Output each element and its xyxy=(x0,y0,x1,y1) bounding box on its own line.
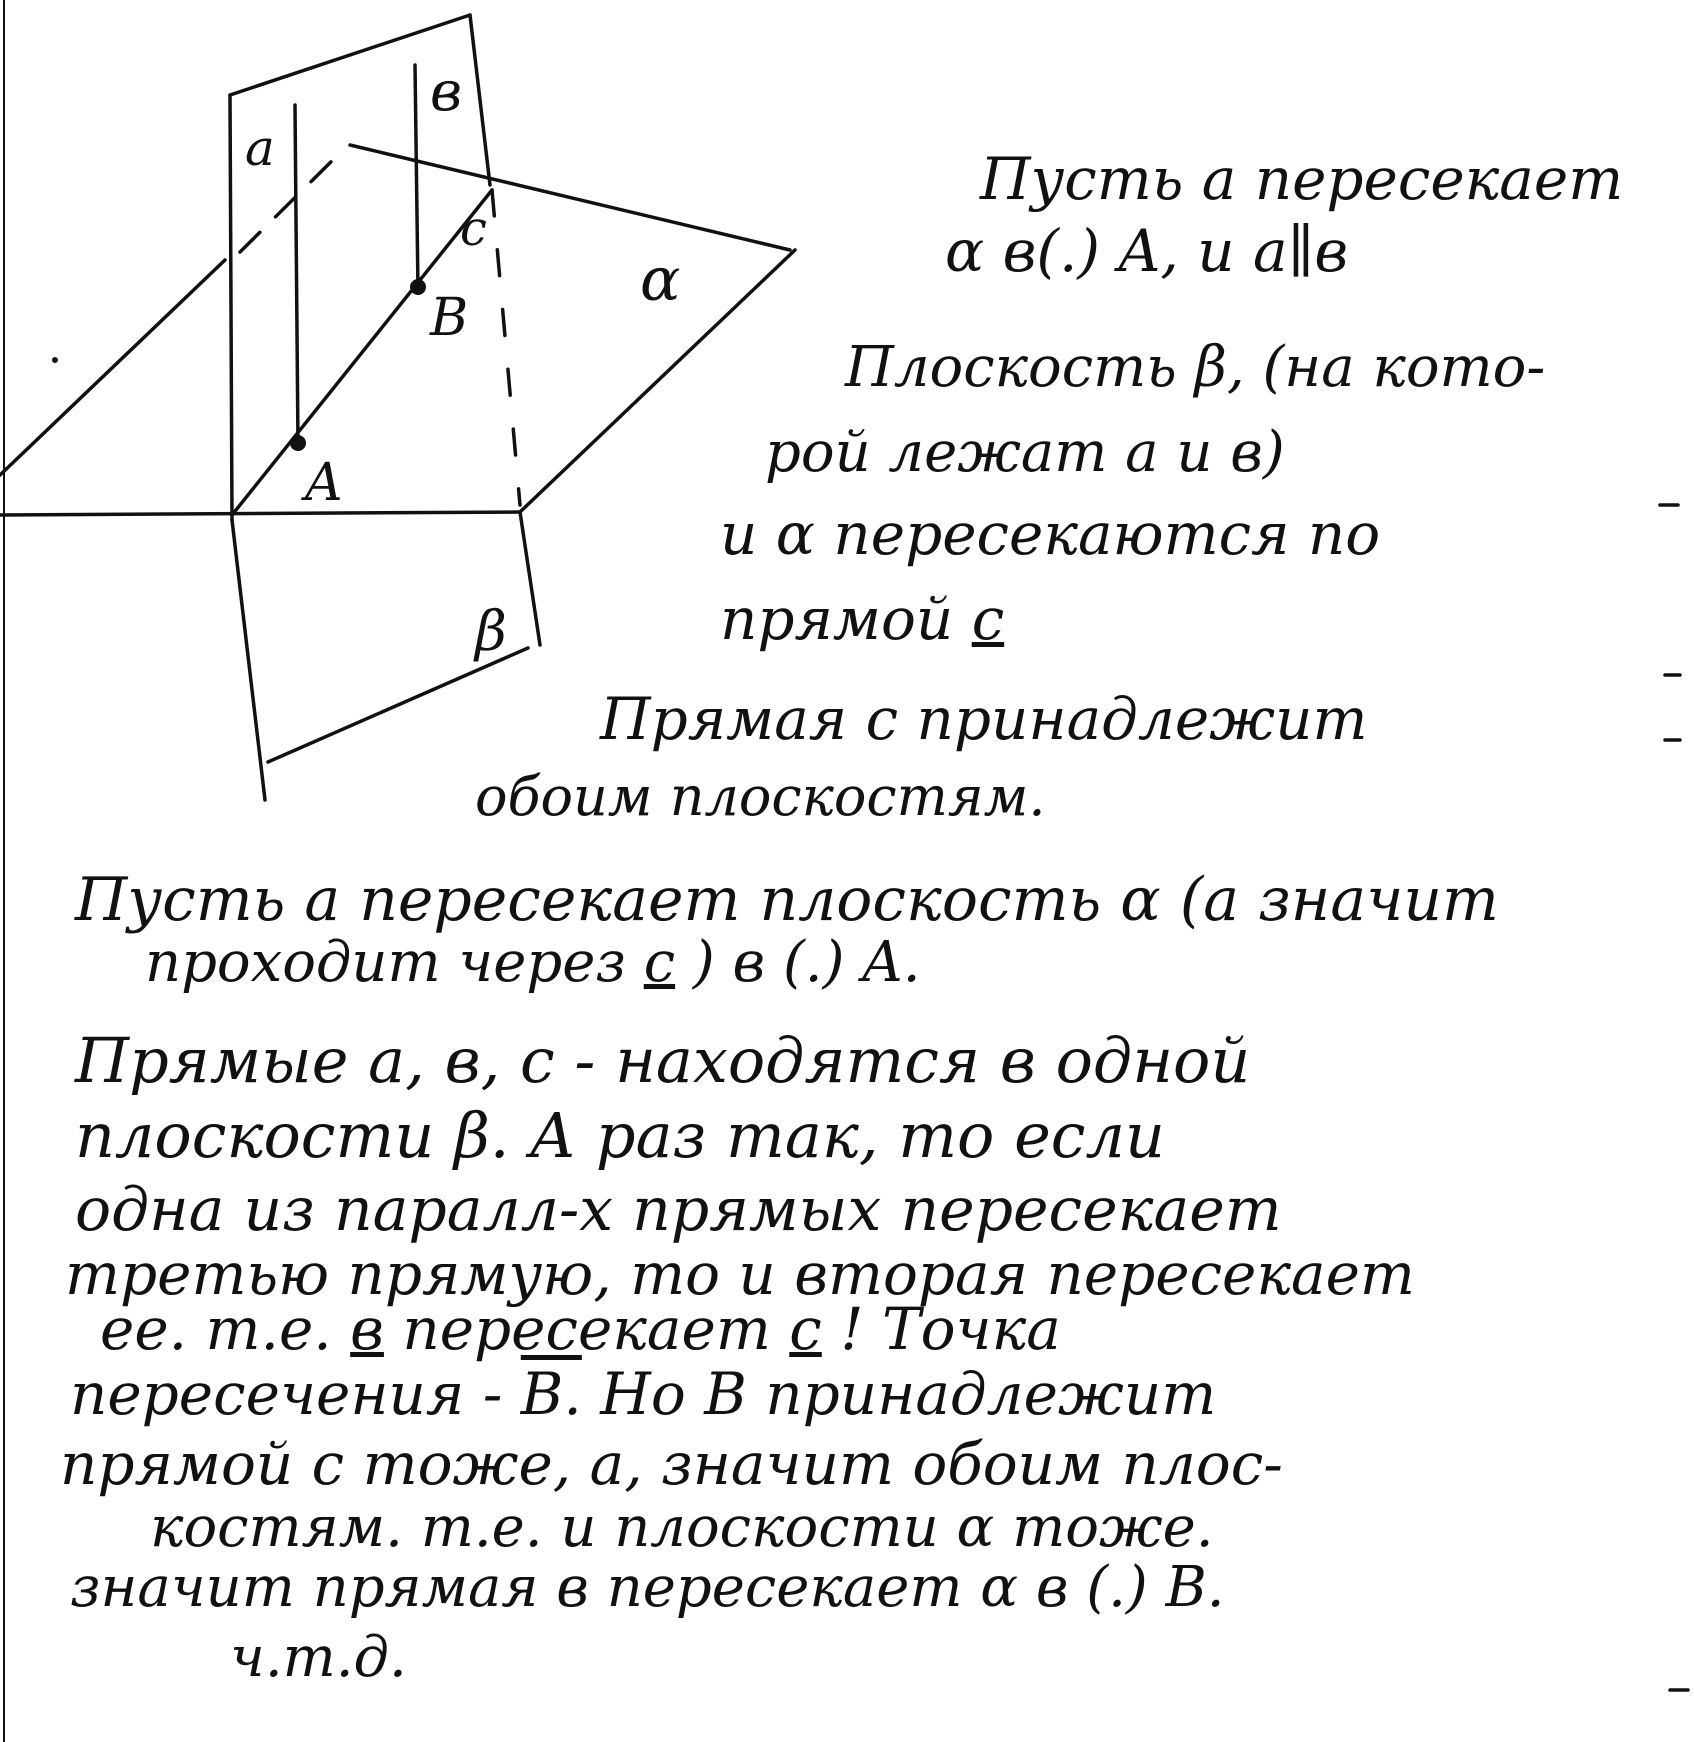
plane-alpha-left-edge xyxy=(0,260,225,475)
proof-line-7-mid: пересекает xyxy=(402,1295,771,1363)
proof-line-7-prefix: ее. т.е. xyxy=(100,1295,332,1363)
line-b xyxy=(415,65,418,290)
proof-var-c-2: c xyxy=(789,1295,822,1363)
plane-beta-upper-right-edge xyxy=(470,15,490,185)
stray-dot xyxy=(52,357,58,363)
proof-line-8-prefix: пересечения - xyxy=(70,1360,503,1428)
proof-line-9: прямой c тоже, а, значит обоим плос- xyxy=(60,1430,1283,1498)
proof-var-c-1: c xyxy=(643,930,676,995)
label-line-a: a xyxy=(245,119,275,177)
proof-line-6: третью прямую, то и вторая пересекает xyxy=(65,1240,1415,1308)
given-line-1: Пусть a пересекает xyxy=(980,145,1624,213)
proof-line-8 xyxy=(70,1360,1217,1428)
proof-line-8-suffix: Но B принадлежит xyxy=(600,1360,1217,1428)
given-line-6 xyxy=(720,585,1005,653)
point-A-marker xyxy=(290,435,306,451)
label-point-A: A xyxy=(305,453,343,513)
plane-beta-bottom-edge xyxy=(268,648,528,762)
given-line-2: α в(.) A, и a∥в xyxy=(945,217,1349,285)
given-line-6-text: прямой xyxy=(720,585,954,653)
plane-beta-lower-right-edge xyxy=(520,512,540,645)
proof-line-1: Пусть a пересекает плоскость α (а значит xyxy=(75,865,1499,935)
plane-beta-hidden-right-edge xyxy=(492,190,520,505)
proof-line-5: одна из паралл-х прямых пересекает xyxy=(75,1175,1282,1245)
given-var-c: c xyxy=(971,585,1005,653)
proof-line-2 xyxy=(145,930,921,995)
proof-line-7 xyxy=(100,1295,1061,1363)
proof-line-2-prefix: проходит через xyxy=(145,930,626,995)
given-line-3: Плоскость β, (на кото- xyxy=(845,335,1546,400)
proof-line-3: Прямые a, в, c - находятся в одной xyxy=(75,1024,1251,1097)
proof-var-b: в xyxy=(350,1295,384,1363)
proof-line-12: ч.т.д. xyxy=(230,1625,407,1690)
plane-beta-lower-left-edge xyxy=(232,520,265,800)
proof-line-2-suffix: ) в (.) A. xyxy=(692,930,921,995)
label-plane-beta: β xyxy=(475,599,507,663)
proof-line-10: костям. т.е. и плоскости α тоже. xyxy=(150,1495,1214,1560)
label-line-c: c xyxy=(460,201,487,257)
given-line-4: рой лежат a и в) xyxy=(765,420,1285,485)
point-B-marker xyxy=(410,279,426,295)
proof-var-B: B. xyxy=(520,1360,582,1428)
given-line-8: обоим плоскостям. xyxy=(475,765,1046,828)
plane-beta-upper-left-edge xyxy=(230,95,232,520)
line-a xyxy=(295,105,298,445)
label-plane-alpha: α xyxy=(640,245,681,315)
proof-line-11: значит прямая в пересекает α в (.) B. xyxy=(70,1555,1225,1620)
given-line-7: Прямая c принадлежит xyxy=(600,685,1368,753)
given-line-5: и α пересекаются по xyxy=(720,500,1381,568)
plane-alpha-front-edge xyxy=(0,512,520,515)
label-line-b: в xyxy=(430,59,463,123)
proof-line-7-suffix: ! Точка xyxy=(840,1295,1061,1363)
line-c xyxy=(232,190,492,515)
label-point-B: B xyxy=(430,288,469,348)
proof-line-4: плоскости β. А раз так, то если xyxy=(75,1099,1165,1172)
